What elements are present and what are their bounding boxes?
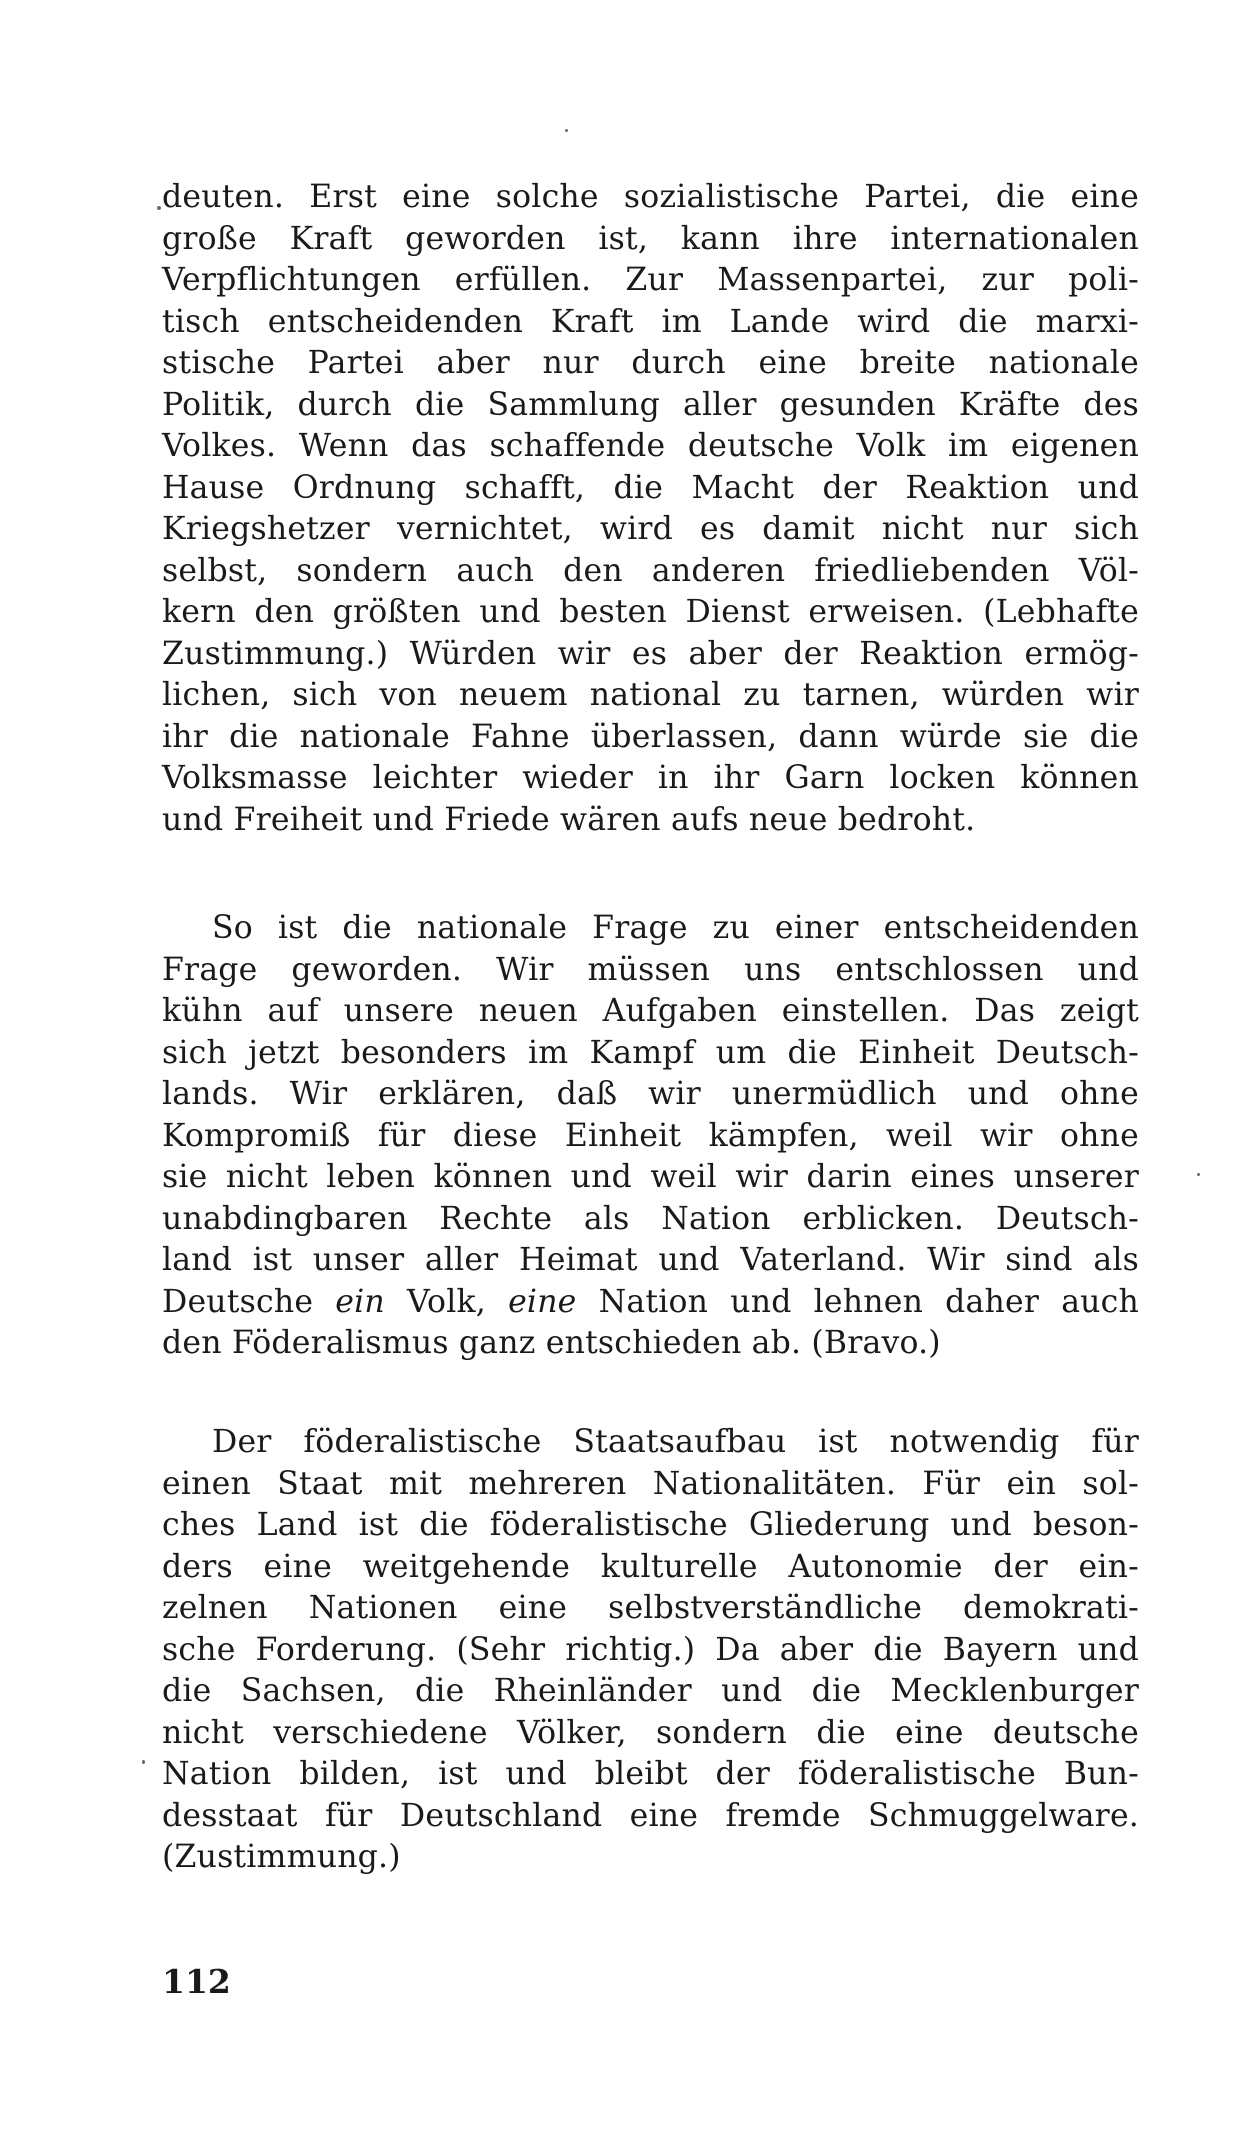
speck-mark [142,1760,145,1764]
text-line: den Föderalismus ganz entschieden ab. (Bravo.) [162,1325,941,1361]
text-line: große Kraft geworden ist, kann ihre internationalen [162,220,1139,257]
text-line: Der föderalistische Staatsaufbau ist notwendig für [212,1424,1139,1460]
text-line: nicht verschiedene Völker, sondern die eine deutsche [162,1714,1139,1751]
text-line: Kompromiß für diese Einheit kämpfen, weil wir ohne [162,1117,1139,1154]
speck-mark [565,129,568,132]
text-line: kern den größten und besten Dienst erweisen. (Lebhafte [162,594,1139,630]
text-line: und Freiheit und Friede wären aufs neue bedroht. [162,801,976,838]
text-line: Volkes. Wenn das schaffende deutsche Volk im eigenen [162,428,1139,464]
text-line: stische Partei aber nur durch eine breite nationale [162,345,1139,381]
text-line: deuten. Erst eine solche sozialistische Partei, die eine [162,179,1139,215]
paragraph-1 [162,177,1139,841]
text-line: Kriegshetzer vernichtet, wird es damit nicht nur sich [162,511,1139,547]
text-line: Zustimmung.) Würden wir es aber der Reaktion ermög- [162,635,1139,672]
emphasis-text: ein [335,1283,385,1320]
text-line: tisch entscheidenden Kraft im Lande wird die marxi- [162,303,1139,340]
speck-mark [1197,1173,1200,1176]
text-run: Deutsche [162,1283,336,1320]
text-line: lichen, sich von neuem national zu tarnen, würden wir [162,677,1139,713]
text-line: ders eine weitgehende kulturelle Autonomie der ein- [162,1548,1139,1585]
text-line: einen Staat mit mehreren Nationalitäten. Für ein sol- [162,1465,1139,1502]
page-number: 112 [162,1962,231,2001]
text-line: zelnen Nationen eine selbstverständliche demokrati- [162,1590,1139,1626]
text-line: land ist unser aller Heimat und Vaterland. Wir sind als [162,1242,1139,1278]
text-line: die Sachsen, die Rheinländer und die Mecklenburger [162,1673,1139,1709]
text-line: sie nicht leben können und weil wir darin eines unserer [162,1159,1139,1195]
text-line: lands. Wir erklären, daß wir unermüdlich und ohne [162,1076,1139,1112]
text-line: sich jetzt besonders im Kampf um die Einheit Deutsch- [162,1034,1139,1071]
text-line: Volksmasse leichter wieder in ihr Garn locken können [162,760,1139,796]
text-run: Volk, [384,1283,509,1320]
text-line [162,1282,1139,1324]
text-line: desstaat für Deutschland eine fremde Schmuggelware. [162,1797,1139,1834]
text-line: Nation bilden, ist und bleibt der föderalistische Bun- [162,1756,1139,1792]
text-line: (Zustimmung.) [162,1839,401,1875]
text-line: So ist die nationale Frage zu einer entscheidenden [212,910,1139,946]
text-line: Verpflichtungen erfüllen. Zur Massenpartei, zur poli- [162,262,1139,298]
text-line: ihr die nationale Fahne überlassen, dann würde sie die [162,718,1139,755]
text-line: Hause Ordnung schafft, die Macht der Reaktion und [162,469,1139,506]
paragraph-3 [162,1422,1139,1879]
text-line: selbst, sondern auch den anderen friedliebenden Völ- [162,552,1139,589]
text-line: Politik, durch die Sammlung aller gesunden Kräfte des [162,386,1139,423]
text-line: ches Land ist die föderalistische Gliederung und beson- [162,1507,1139,1543]
text-line: sche Forderung. (Sehr richtig.) Da aber die Bayern und [162,1631,1139,1668]
text-run: Nation und lehnen daher auch [576,1283,1139,1320]
speck-mark [157,206,161,210]
text-line: unabdingbaren Rechte als Nation erblicken. Deutsch- [162,1200,1139,1237]
paragraph-2 [162,908,1139,1365]
text-line: kühn auf unsere neuen Aufgaben einstellen. Das zeigt [162,993,1139,1029]
emphasis-text: eine [508,1283,577,1320]
text-line: Frage geworden. Wir müssen uns entschlossen und [162,951,1139,988]
